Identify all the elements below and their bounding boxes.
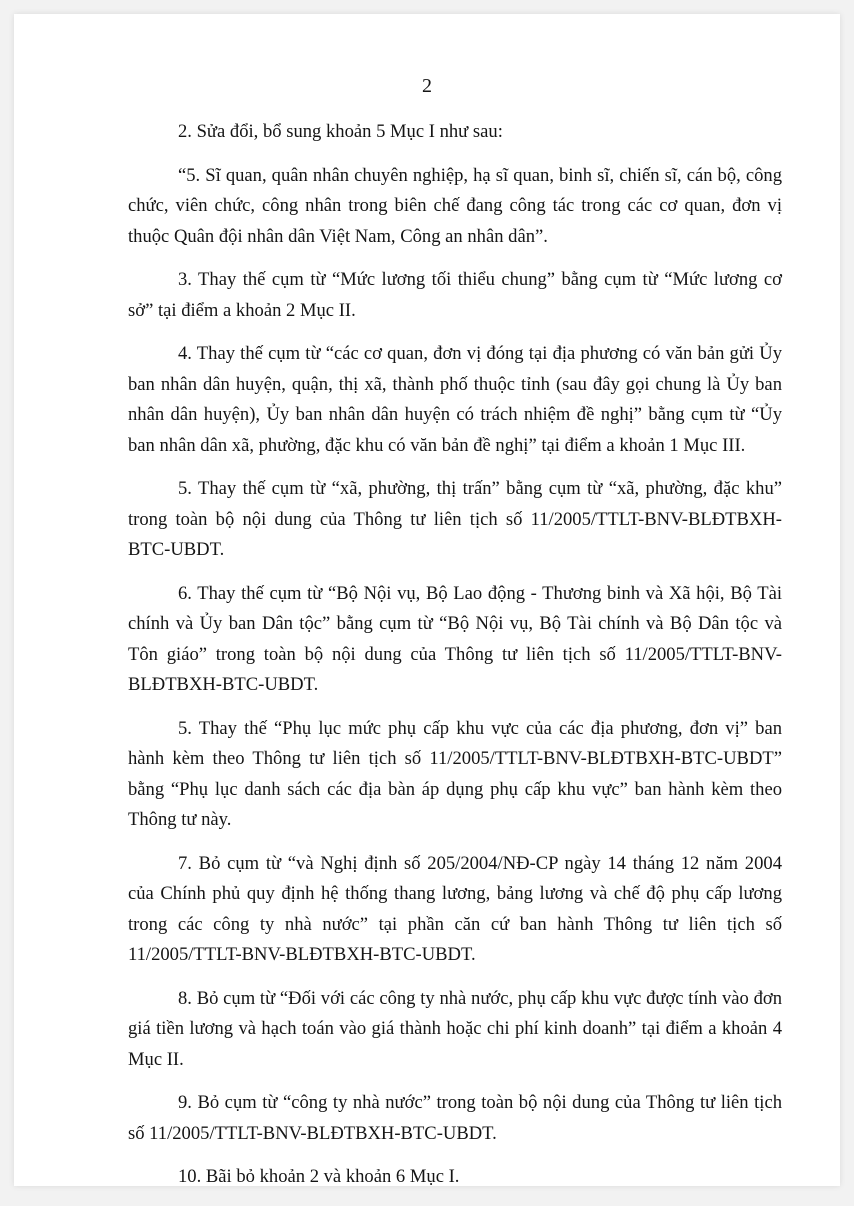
paragraph-item-4: 4. Thay thế cụm từ “các cơ quan, đơn vị đóng tại địa phương có văn bản gửi Ủy ban nhân dân huyện, quận, thị xã, thành phố thuộc tỉnh (sau đây gọi chung là Ủy ban nhân dân huyện), Ủy ban nhân dân huyện có trách nhiệm đề nghị” bằng cụm từ “Ủy ban nhân dân xã, phường, đặc khu có văn bản đề nghị” tại điểm a khoản 1 Mục III. [128, 343, 782, 456]
paragraph-item-8: 8. Bỏ cụm từ “Đối với các công ty nhà nước, phụ cấp khu vực được tính vào đơn giá tiền lương và hạch toán vào giá thành hoặc chi phí kinh doanh” tại điểm a khoản 4 Mục II. [128, 987, 782, 1070]
paragraph-amend-clause-5: 2. Sửa đổi, bổ sung khoản 5 Mục I như sau: [178, 121, 503, 142]
paragraph-item-6: 6. Thay thế cụm từ “Bộ Nội vụ, Bộ Lao động - Thương binh và Xã hội, Bộ Tài chính và Ủy ban Dân tộc” bằng cụm từ “Bộ Nội vụ, Bộ Tài chính và Bộ Dân tộc và Tôn giáo” trong toàn bộ nội dung của Thông tư liên tịch số 11/2005/TTLT-BNV-BLĐTBXH-BTC-UBDT. [128, 582, 782, 695]
paragraph-item-5a: 5. Thay thế cụm từ “xã, phường, thị trấn” bằng cụm từ “xã, phường, đặc khu” trong toàn bộ nội dung của Thông tư liên tịch số 11/2005/TTLT-BNV-BLĐTBXH-BTC-UBDT. [128, 478, 782, 560]
document-page [14, 14, 840, 1186]
page-number: 2 [422, 75, 432, 97]
paragraph-item-10: 10. Bãi bỏ khoản 2 và khoản 6 Mục I. [178, 1166, 460, 1187]
paragraph-item-7: 7. Bỏ cụm từ “và Nghị định số 205/2004/NĐ-CP ngày 14 tháng 12 năm 2004 của Chính phủ quy định hệ thống thang lương, bảng lương và chế độ phụ cấp lương trong các công ty nhà nước” tại phần căn cứ ban hành Thông tư liên tịch số 11/2005/TTLT-BNV-BLĐTBXH-BTC-UBDT. [128, 852, 782, 965]
paragraph-quoted-clause-5: “5. Sĩ quan, quân nhân chuyên nghiệp, hạ sĩ quan, binh sĩ, chiến sĩ, cán bộ, công chức, viên chức, công nhân trong biên chế đang công tác trong các cơ quan, đơn vị thuộc Quân đội nhân dân Việt Nam, Công an nhân dân”. [128, 164, 782, 247]
document-body [128, 117, 782, 1206]
paragraph-item-9: 9. Bỏ cụm từ “công ty nhà nước” trong toàn bộ nội dung của Thông tư liên tịch số 11/2005/TTLT-BNV-BLĐTBXH-BTC-UBDT. [128, 1092, 782, 1144]
paragraph-item-5b: 5. Thay thế “Phụ lục mức phụ cấp khu vực của các địa phương, đơn vị” ban hành kèm theo Thông tư liên tịch số 11/2005/TTLT-BNV-BLĐTBXH-BTC-UBDT” bằng “Phụ lục danh sách các địa bàn áp dụng phụ cấp khu vực” ban hành kèm theo Thông tư này. [128, 717, 782, 830]
paragraph-item-3: 3. Thay thế cụm từ “Mức lương tối thiểu chung” bằng cụm từ “Mức lương cơ sở” tại điểm a khoản 2 Mục II. [128, 269, 782, 321]
